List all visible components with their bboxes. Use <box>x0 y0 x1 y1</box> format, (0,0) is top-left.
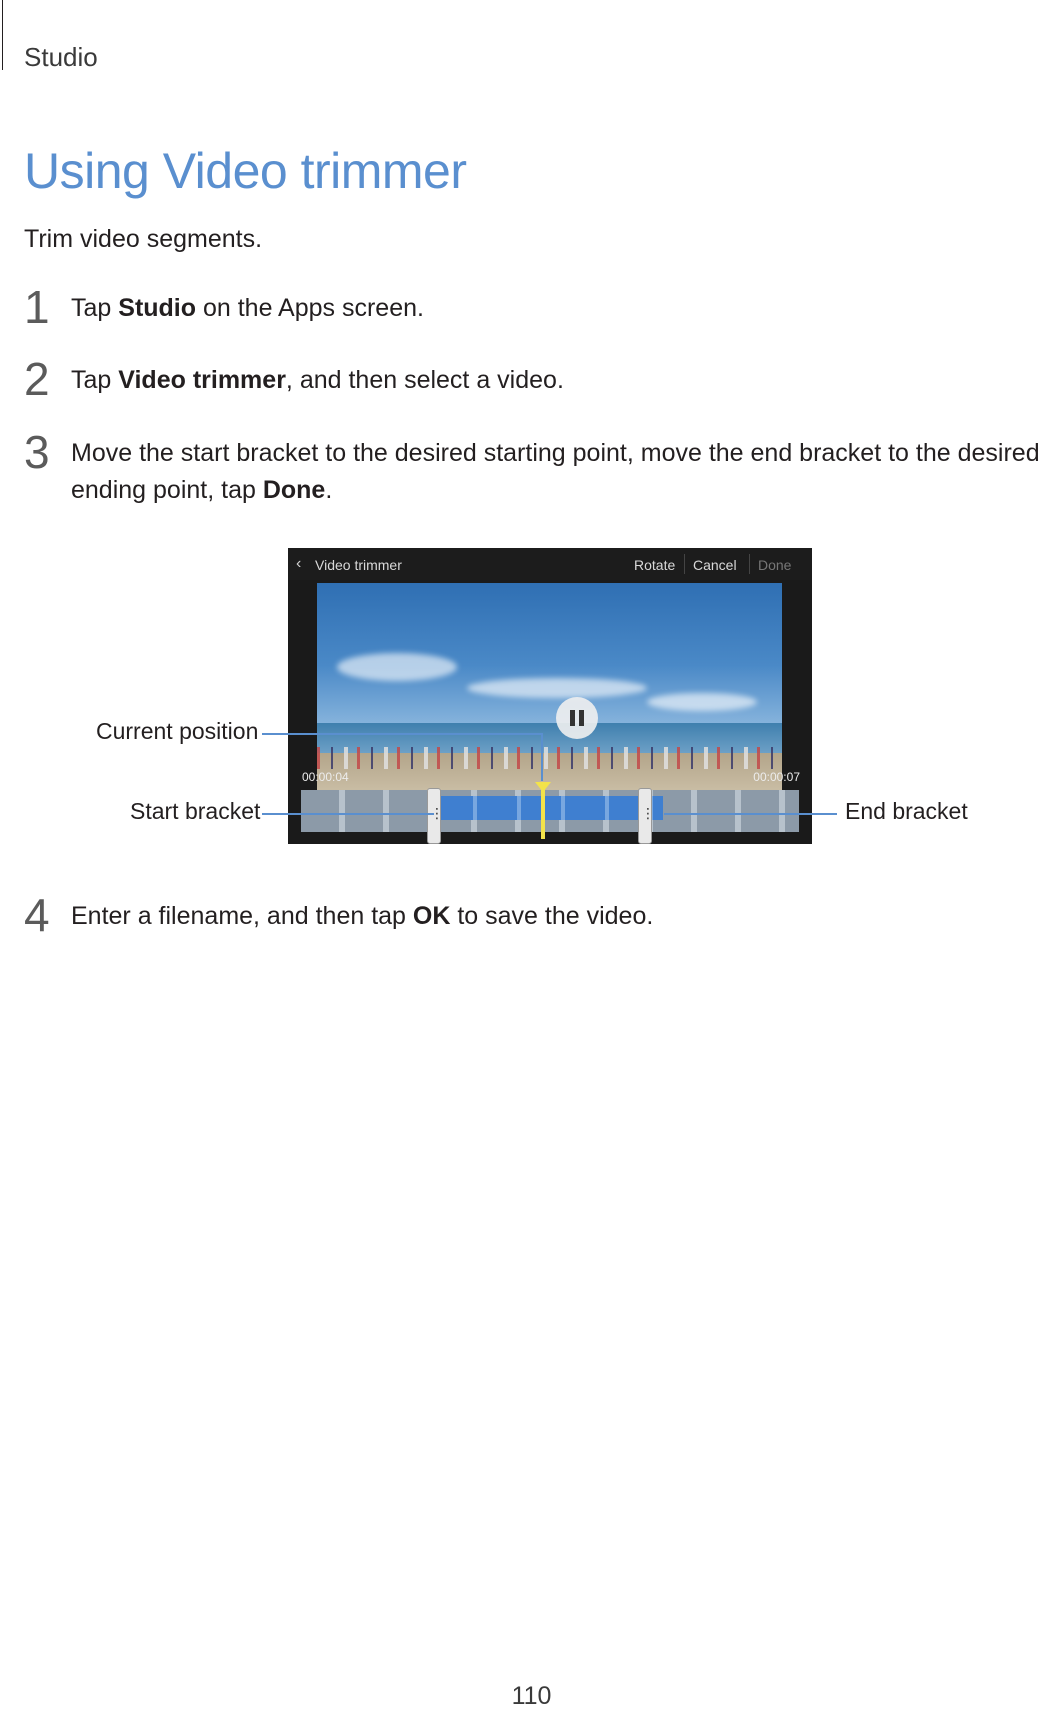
cloud <box>337 653 457 681</box>
step-text: Enter a filename, and then tap OK to save the video. <box>71 902 654 930</box>
end-time-label: 00:00:07 <box>753 770 800 784</box>
cloud <box>467 678 647 698</box>
playhead[interactable] <box>541 784 545 839</box>
margin-rule <box>2 0 3 70</box>
start-time-label: 00:00:04 <box>302 770 349 784</box>
step-number: 1 <box>24 281 50 333</box>
callout-line <box>664 813 837 815</box>
action-bar <box>288 548 812 580</box>
video-trimmer-screenshot <box>288 548 812 844</box>
cloud <box>647 693 757 711</box>
intro-text: Trim video segments. <box>24 225 263 253</box>
divider <box>684 554 685 574</box>
page-number: 110 <box>511 1682 552 1710</box>
callout-line <box>262 733 543 735</box>
pause-icon[interactable] <box>556 697 598 739</box>
callout-end-bracket: End bracket <box>845 798 968 824</box>
callout-start-bracket: Start bracket <box>130 798 261 824</box>
selected-range <box>433 796 663 820</box>
timeline-filmstrip[interactable] <box>301 790 799 832</box>
step-text: Move the start bracket to the desired starting point, move the end bracket to the desired ending point, tap Done. <box>71 439 1040 504</box>
chevron-left-icon[interactable]: ‹ <box>296 555 302 572</box>
callout-line <box>541 733 543 781</box>
divider <box>749 554 750 574</box>
end-bracket-handle[interactable] <box>638 788 652 844</box>
start-bracket-handle[interactable] <box>427 788 441 844</box>
rotate-button[interactable]: Rotate <box>634 557 676 573</box>
step-text: Tap Video trimmer, and then select a video. <box>71 366 564 394</box>
screen-title: Video trimmer <box>315 557 402 573</box>
step-text: Tap Studio on the Apps screen. <box>71 294 424 322</box>
beach-crowd <box>317 747 782 769</box>
step-number: 3 <box>24 426 50 478</box>
done-button[interactable]: Done <box>758 557 792 573</box>
cancel-button[interactable]: Cancel <box>693 557 737 573</box>
step-number: 2 <box>24 353 50 405</box>
section-header: Studio <box>24 42 98 72</box>
page-title: Using Video trimmer <box>24 143 467 199</box>
callout-current-position: Current position <box>96 718 259 744</box>
callout-line <box>262 813 434 815</box>
step-number: 4 <box>24 889 50 941</box>
